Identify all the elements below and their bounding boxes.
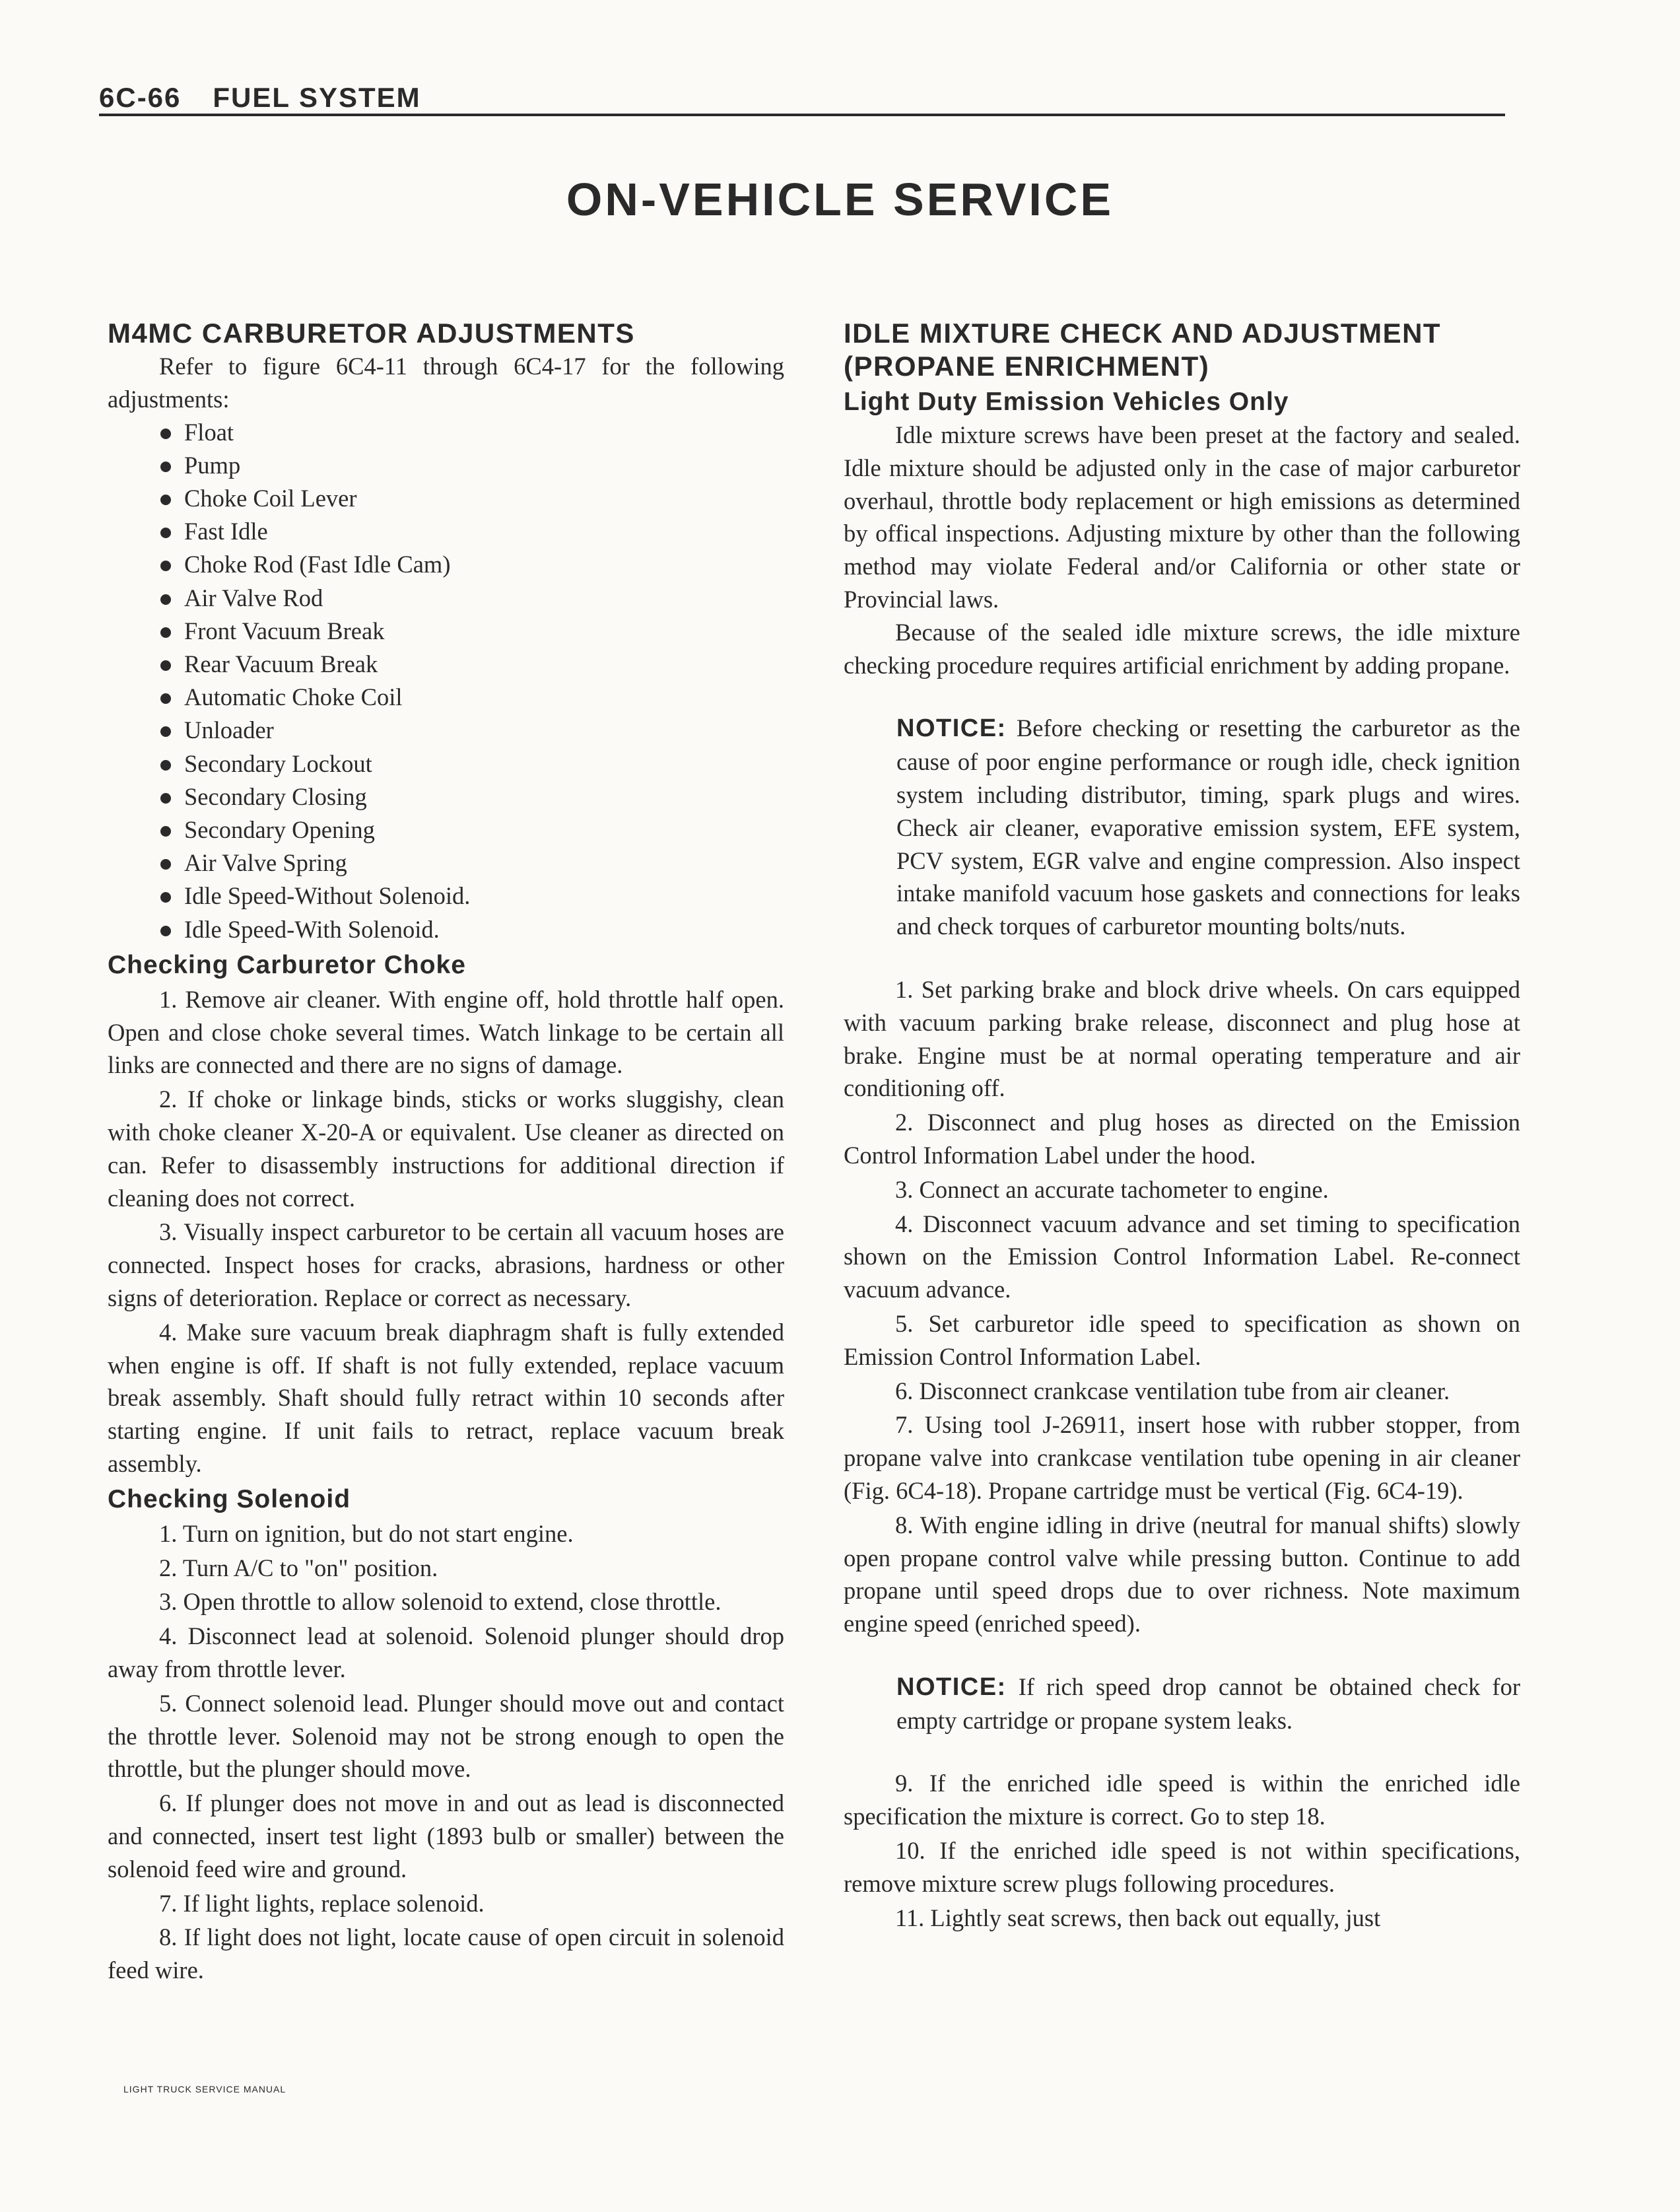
choke-step: 2. If choke or linkage binds, sticks or works sluggishy, clean with choke cleaner X-20-A or equivalent. Use cleaner as directed on can. Refer to disassembly instructions for additional direction if cleaning does not correct. <box>108 1086 784 1212</box>
left-column <box>108 317 784 1987</box>
notice-label: NOTICE: <box>896 714 1007 743</box>
list-item: Air Valve Rod <box>159 582 784 615</box>
procedure-step: 2. Disconnect and plug hoses as directed on the Emission Control Information Label under the hood. <box>844 1109 1520 1169</box>
idle-mixture-heading-line2: (PROPANE ENRICHMENT) <box>844 351 1210 382</box>
right-column <box>844 317 1520 1934</box>
footer-manual-title: LIGHT TRUCK SERVICE MANUAL <box>123 2084 286 2094</box>
section-title: FUEL SYSTEM <box>213 83 427 112</box>
procedure-step: 7. Using tool J-26911, insert hose with rubber stopper, from propane valve into crankcase ventilation tube opening in air cleaner (Fig. 6C4-18). Propane cartridge must be vertical (Fig. 6C4-19). <box>844 1411 1520 1504</box>
list-item: Rear Vacuum Break <box>159 648 784 681</box>
list-item: Idle Speed-Without Solenoid. <box>159 880 784 913</box>
list-item: Float <box>159 416 784 449</box>
propane-paragraph: Because of the sealed idle mixture screws, the idle mixture checking procedure requires artificial enrichment by adding propane. <box>844 618 1520 679</box>
list-item: Secondary Opening <box>159 813 784 847</box>
checking-solenoid-heading: Checking Solenoid <box>108 1484 351 1513</box>
notice-paragraph <box>896 712 1520 943</box>
notice-text: Before checking or resetting the carburetor as the cause of poor engine performance or rough idle, check ignition system including distributor, timing, spark plugs and wires. Check air cleaner, evaporative emission system, EFE system, PCV system, EGR valve and engine compression. Also inspect intake manifold vacuum hose gaskets and connections for leaks and check torques of carburetor mounting bolts/nuts. <box>896 714 1520 940</box>
list-item: Choke Coil Lever <box>159 482 784 515</box>
list-item: Secondary Closing <box>159 780 784 813</box>
checking-choke-heading: Checking Carburetor Choke <box>108 950 466 979</box>
adjustments-intro: Refer to figure 6C4-11 through 6C4-17 for the following adjustments: <box>108 353 784 413</box>
solenoid-step: 4. Disconnect lead at solenoid. Solenoid plunger should drop away from throttle lever. <box>108 1622 784 1682</box>
solenoid-step: 6. If plunger does not move in and out as lead is disconnected and connected, insert test light (1893 bulb or smaller) between the solenoid feed wire and ground. <box>108 1789 784 1883</box>
intro-paragraph: Idle mixture screws have been preset at the factory and sealed. Idle mixture should be adjusted only in the case of major carburetor overhaul, throttle body replacement or high emissions as determined by offical inspections. Adjusting mixture by other than the following method may violate Federal and/or California or other state or Provincial laws. <box>844 421 1520 613</box>
choke-step: 4. Make sure vacuum break diaphragm shaft is fully extended when engine is off. If shaft is not fully extended, replace vacuum break assembly. Shaft should fully retract within 10 seconds after starting engine. If unit fails to retract, replace vacuum break assembly. <box>108 1318 784 1477</box>
solenoid-step: 3. Open throttle to allow solenoid to extend, close throttle. <box>159 1588 722 1616</box>
list-item: Secondary Lockout <box>159 747 784 780</box>
procedure-step: 1. Set parking brake and block drive wheels. On cars equipped with vacuum parking brake release, disconnect and plug hose at brake. Engine must be at normal operating temperature and air conditioning off. <box>844 975 1520 1102</box>
procedure-step: 6. Disconnect crankcase ventilation tube from air cleaner. <box>895 1377 1450 1404</box>
page-number: 6C-66 <box>99 83 187 112</box>
list-item: Automatic Choke Coil <box>159 681 784 714</box>
procedure-step: 9. If the enriched idle speed is within the enriched idle specification the mixture is correct. Go to step 18. <box>844 1770 1520 1830</box>
carburetor-adjustments-heading: M4MC CARBURETOR ADJUSTMENTS <box>108 318 635 349</box>
page-header <box>99 81 1505 116</box>
notice-label: NOTICE: <box>896 1673 1007 1701</box>
light-duty-subheading: Light Duty Emission Vehicles Only <box>844 388 1289 416</box>
choke-step: 3. Visually inspect carburetor to be certain all vacuum hoses are connected. Inspect hoses for cracks, abrasions, hardness or other signs of deterioration. Replace or correct as necessary. <box>108 1218 784 1312</box>
procedure-step: 8. With engine idling in drive (neutral for manual shifts) slowly open propane control valve while pressing button. Continue to add propane until speed drops due to over richness. Note maximum engine speed (enriched speed). <box>844 1511 1520 1638</box>
solenoid-step: 8. If light does not light, locate cause of open circuit in solenoid feed wire. <box>108 1923 784 1984</box>
procedure-step: 10. If the enriched idle speed is not within specifications, remove mixture screw plugs following procedures. <box>844 1837 1520 1897</box>
idle-mixture-heading-line1: IDLE MIXTURE CHECK AND ADJUSTMENT <box>844 318 1442 349</box>
solenoid-step: 1. Turn on ignition, but do not start engine. <box>159 1519 574 1547</box>
procedure-step: 4. Disconnect vacuum advance and set timing to specification shown on the Emission Control Information Label. Re-connect vacuum advance. <box>844 1210 1520 1303</box>
choke-step: 1. Remove air cleaner. With engine off, hold throttle half open. Open and close choke several times. Watch linkage to be certain all links are connected and there are no signs of damage. <box>108 985 784 1079</box>
notice-text: If rich speed drop cannot be obtained check for empty cartridge or propane system leaks. <box>896 1673 1520 1734</box>
page-title: ON-VEHICLE SERVICE <box>566 174 1114 225</box>
adjustments-list <box>108 416 784 946</box>
list-item: Fast Idle <box>159 515 784 548</box>
list-item: Air Valve Spring <box>159 847 784 880</box>
procedure-step: 11. Lightly seat screws, then back out equally, just <box>895 1904 1381 1931</box>
notice-paragraph <box>896 1671 1520 1737</box>
notice-box <box>896 1671 1520 1737</box>
list-item: Front Vacuum Break <box>159 615 784 648</box>
solenoid-step: 2. Turn A/C to "on" position. <box>159 1554 438 1581</box>
list-item: Idle Speed-With Solenoid. <box>159 913 784 946</box>
list-item: Unloader <box>159 714 784 747</box>
solenoid-step: 7. If light lights, replace solenoid. <box>159 1889 485 1917</box>
list-item: Choke Rod (Fast Idle Cam) <box>159 548 784 581</box>
notice-box <box>896 712 1520 943</box>
solenoid-step: 5. Connect solenoid lead. Plunger should move out and contact the throttle lever. Solenoid may not be strong enough to open the throttle, but the plunger should move. <box>108 1689 784 1783</box>
procedure-step: 3. Connect an accurate tachometer to engine. <box>895 1175 1329 1203</box>
procedure-step: 5. Set carburetor idle speed to specification as shown on Emission Control Information Label. <box>844 1309 1520 1370</box>
list-item: Pump <box>159 449 784 482</box>
